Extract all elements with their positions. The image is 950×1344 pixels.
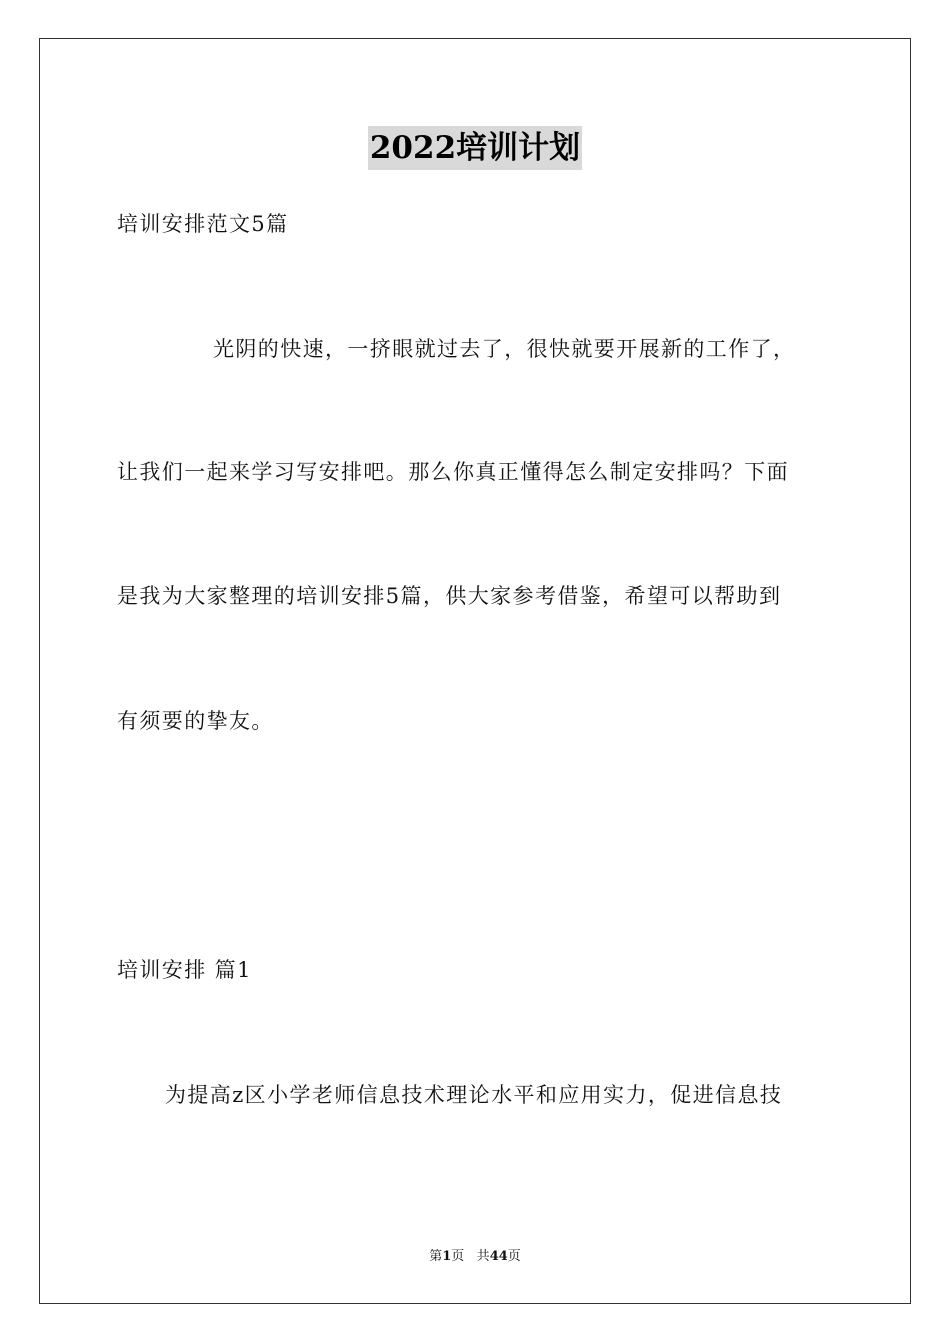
- paragraph-line: 为提高z区小学老师信息技术理论水平和应用实力，促进信息技: [165, 1083, 783, 1107]
- title-container: [0, 126, 950, 170]
- paragraph-line: 有须要的挚友。: [117, 709, 274, 733]
- paragraph-line: 让我们一起来学习写安排吧。那么你真正懂得怎么制定安排吗？下面: [117, 460, 789, 484]
- document-subtitle: 培训安排范文5篇: [117, 212, 289, 236]
- footer-total-prefix: 共: [476, 1249, 490, 1264]
- section-heading: 培训安排 篇1: [117, 958, 252, 982]
- footer-page-number: 1: [442, 1249, 452, 1264]
- paragraph-line: 光阴的快速，一挤眼就过去了，很快就要开展新的工作了，: [213, 337, 796, 361]
- paragraph-line: 是我为大家整理的培训安排5篇，供大家参考借鉴，希望可以帮助到: [117, 584, 782, 608]
- footer-total-pages: 44: [489, 1249, 508, 1264]
- footer-page-prefix: 第: [429, 1249, 443, 1264]
- document-title: 2022培训计划: [368, 126, 582, 170]
- page-footer: [0, 1248, 950, 1266]
- footer-total-suffix: 页: [507, 1249, 521, 1264]
- footer-page-suffix: 页: [451, 1249, 465, 1264]
